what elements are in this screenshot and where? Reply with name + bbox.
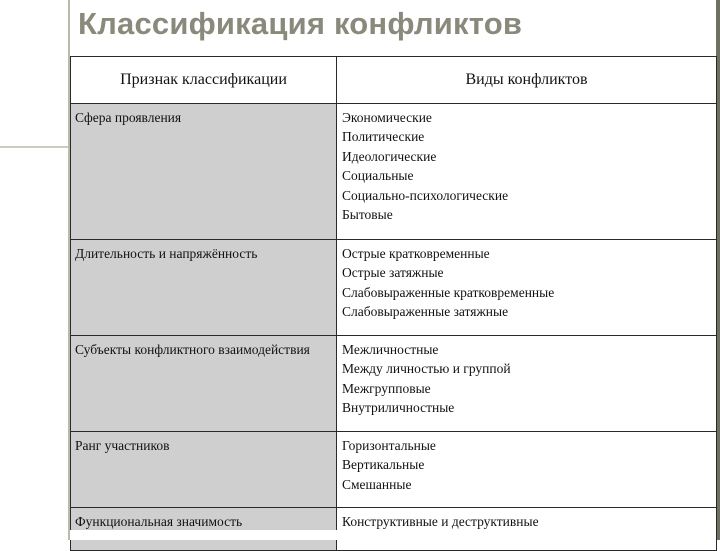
type-item: Бытовые	[342, 207, 393, 223]
type-item: Внутриличностные	[342, 400, 455, 416]
type-item: Межгрупповые	[342, 380, 431, 396]
type-item: Слабовыраженные кратковременные	[342, 284, 555, 300]
accent-horizontal-line	[0, 146, 68, 148]
type-item: Смешанные	[342, 476, 412, 492]
types-cell	[337, 432, 717, 508]
types-cell	[337, 240, 717, 336]
criterion-cell: Сфера проявления	[71, 104, 337, 240]
type-item: Острые кратковременные	[342, 246, 490, 261]
bottom-fill	[70, 530, 716, 540]
criterion-cell: Субъекты конфликтного взаимодействия	[71, 336, 337, 432]
type-item: Социально-психологические	[342, 187, 509, 203]
type-item: Экономические	[342, 110, 432, 125]
criterion-cell: Ранг участников	[71, 432, 337, 508]
table-row	[71, 508, 717, 551]
type-item: Идеологические	[342, 148, 437, 164]
criterion-cell: Длительность и напряжённость	[71, 240, 337, 336]
type-item: Вертикальные	[342, 457, 425, 473]
type-item: Политические	[342, 129, 425, 145]
header-criterion: Признак классификации	[71, 57, 337, 104]
table-header-row	[71, 57, 717, 104]
type-item: Между личностью и группой	[342, 361, 511, 377]
types-cell	[337, 336, 717, 432]
table-row	[71, 432, 717, 508]
type-item: Острые затяжные	[342, 265, 444, 281]
table-row	[71, 240, 717, 336]
types-cell	[337, 104, 717, 240]
type-item: Слабовыраженные затяжные	[342, 304, 509, 320]
classification-table	[70, 56, 717, 551]
types-cell	[337, 508, 717, 551]
type-item: Социальные	[342, 168, 414, 184]
slide-title: Классификация конфликтов	[78, 6, 523, 41]
criterion-cell: Функциональная значимость	[71, 508, 337, 551]
type-item: Конструктивные и деструктивные	[342, 514, 539, 529]
type-item: Межличностные	[342, 342, 439, 357]
header-types: Виды конфликтов	[337, 57, 717, 104]
table-row	[71, 336, 717, 432]
table-row	[71, 104, 717, 240]
type-item: Горизонтальные	[342, 438, 436, 453]
